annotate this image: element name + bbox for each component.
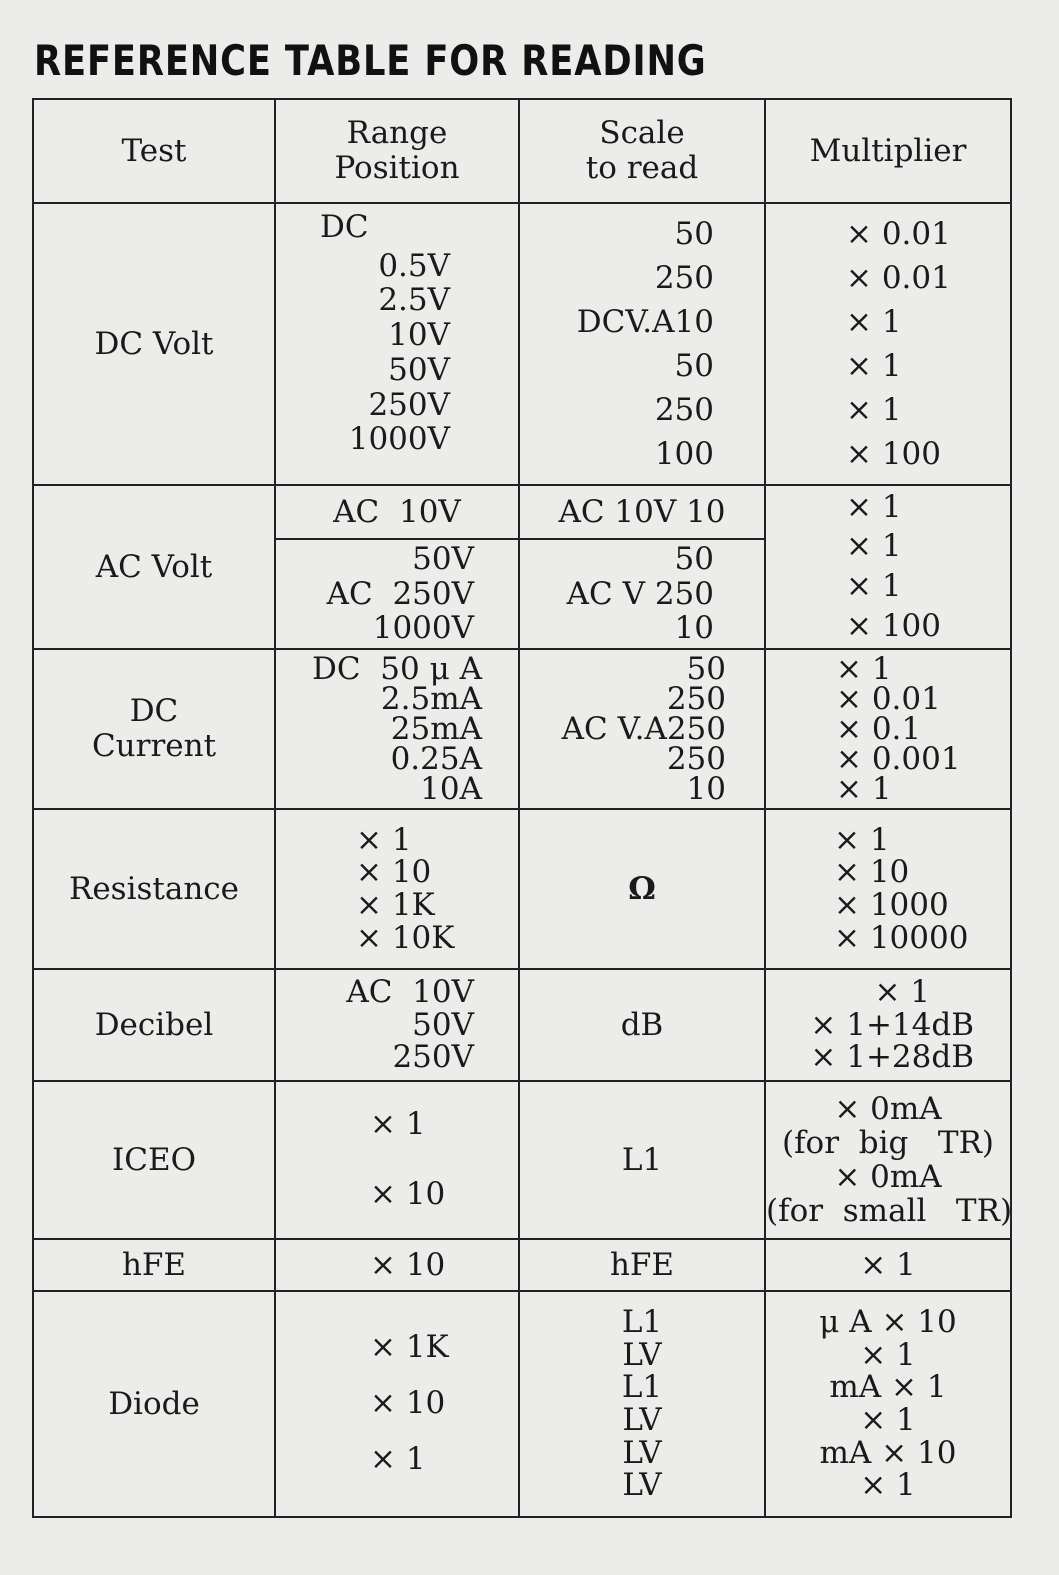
range-value: × 10 bbox=[370, 1176, 446, 1212]
test-diode: Diode bbox=[33, 1291, 275, 1517]
range-value: 50V bbox=[388, 351, 450, 388]
scale-dc-volt bbox=[519, 203, 765, 485]
scale-value: 250 bbox=[654, 259, 714, 296]
multiplier-note: (for small TR) bbox=[766, 1193, 1013, 1230]
multiplier-value: × 0.001 bbox=[836, 741, 961, 778]
table-row-resistance bbox=[33, 809, 1011, 969]
range-value: × 10 bbox=[370, 1385, 446, 1422]
range-value: 10A bbox=[420, 771, 482, 808]
multiplier-value: × 0.01 bbox=[846, 259, 951, 296]
range-value: AC 10V bbox=[346, 974, 474, 1011]
scale-value: 250 bbox=[666, 741, 726, 778]
multiplier-iceo bbox=[765, 1081, 1011, 1239]
range-dc-volt bbox=[275, 203, 519, 485]
range-value: 25mA bbox=[390, 710, 482, 747]
scale-value: 10 bbox=[674, 610, 714, 647]
multiplier-value: × 1 bbox=[860, 1467, 916, 1504]
table-row-iceo bbox=[33, 1081, 1011, 1239]
multiplier-value: × 1 bbox=[860, 1402, 916, 1438]
range-value: × 1K bbox=[370, 1329, 449, 1366]
scale-ac-volt bbox=[519, 539, 765, 649]
multiplier-value: × 100 bbox=[846, 607, 941, 644]
header-scale-to-read: Scale to read bbox=[519, 99, 765, 203]
multiplier-dc-current bbox=[765, 649, 1011, 809]
multiplier-dc-volt bbox=[765, 203, 1011, 485]
scale-value: DCV.A10 bbox=[576, 303, 714, 340]
scale-diode bbox=[519, 1291, 765, 1517]
multiplier-value: × 1 bbox=[846, 488, 902, 525]
multiplier-value: × 1000 bbox=[834, 887, 949, 923]
table-row-dc-volt bbox=[33, 203, 1011, 485]
header-multiplier: Multiplier bbox=[765, 99, 1011, 203]
multiplier-value: × 10 bbox=[834, 854, 910, 891]
multiplier-value: × 1 bbox=[836, 650, 892, 687]
range-value: 250V bbox=[368, 386, 450, 423]
multiplier-value: × 1 bbox=[846, 528, 902, 565]
range-value: × 10 bbox=[356, 854, 432, 891]
multiplier-value: μ A × 10 bbox=[819, 1304, 957, 1341]
range-value: 10V bbox=[388, 317, 450, 354]
multiplier-value: × 1 bbox=[846, 568, 902, 604]
range-value: × 10K bbox=[356, 919, 455, 956]
test-ac-volt: AC Volt bbox=[33, 485, 275, 649]
range-hfe: × 10 bbox=[275, 1239, 519, 1291]
scale-resistance: Ω bbox=[519, 809, 765, 969]
multiplier-value: × 0.01 bbox=[836, 680, 941, 717]
scale-value: LV bbox=[622, 1336, 662, 1373]
range-value: × 1 bbox=[356, 821, 412, 858]
table-row-hfe bbox=[33, 1239, 1011, 1291]
multiplier-value: × 0.1 bbox=[836, 710, 922, 747]
table-row-dc-current bbox=[33, 649, 1011, 809]
header-range-position: Range Position bbox=[275, 99, 519, 203]
multiplier-value: × 1+14dB bbox=[810, 1006, 974, 1043]
scale-value: 10 bbox=[686, 771, 726, 808]
scale-dc-current bbox=[519, 649, 765, 809]
scale-value: 50 bbox=[674, 540, 714, 577]
scale-value: 50 bbox=[674, 215, 714, 252]
range-value: × 1 bbox=[370, 1440, 426, 1477]
multiplier-value: × 0mA bbox=[834, 1159, 942, 1195]
test-decibel: Decibel bbox=[33, 969, 275, 1081]
test-iceo: ICEO bbox=[33, 1081, 275, 1239]
multiplier-value: × 1 bbox=[834, 821, 890, 858]
range-value: × 1 bbox=[370, 1106, 426, 1143]
multiplier-resistance bbox=[765, 809, 1011, 969]
range-value: 2.5mA bbox=[380, 680, 482, 717]
range-value: 50V bbox=[412, 1006, 474, 1043]
multiplier-ac-volt bbox=[765, 485, 1011, 649]
scale-iceo: L1 bbox=[519, 1081, 765, 1239]
range-value: 1000V bbox=[372, 610, 474, 647]
test-hfe: hFE bbox=[33, 1239, 275, 1291]
range-value: 1000V bbox=[348, 421, 450, 458]
multiplier-value: mA × 10 bbox=[819, 1434, 957, 1471]
multiplier-hfe: × 1 bbox=[765, 1239, 1011, 1291]
range-resistance bbox=[275, 809, 519, 969]
range-value: × 1K bbox=[356, 887, 435, 923]
scale-value: AC V 250 bbox=[566, 575, 714, 612]
table-row-ac-volt bbox=[33, 485, 1011, 539]
scale-ac-volt-top: AC 10V 10 bbox=[519, 485, 765, 539]
multiplier-note: (for big TR) bbox=[781, 1124, 995, 1161]
range-value: 0.25A bbox=[390, 741, 482, 778]
reference-table bbox=[32, 98, 1012, 1518]
range-ac-volt bbox=[275, 539, 519, 649]
multiplier-value: × 1 bbox=[836, 771, 892, 808]
scale-value: 50 bbox=[686, 650, 726, 687]
range-value: AC 250V bbox=[326, 575, 474, 612]
multiplier-value: × 1+28dB bbox=[810, 1039, 974, 1076]
header-test: Test bbox=[33, 99, 275, 203]
range-prefix: DC bbox=[320, 209, 369, 245]
scale-value: L1 bbox=[621, 1304, 663, 1341]
table-row-diode bbox=[33, 1291, 1011, 1517]
test-dc-current: DC Current bbox=[33, 649, 275, 809]
scale-value: L1 bbox=[621, 1369, 663, 1406]
range-iceo bbox=[275, 1081, 519, 1239]
scale-value: 250 bbox=[666, 680, 726, 717]
scale-value: AC V.A250 bbox=[561, 710, 726, 747]
scale-value: 50 bbox=[674, 348, 714, 384]
range-value: 50V bbox=[412, 540, 474, 577]
range-dc-current bbox=[275, 649, 519, 809]
range-value: 250V bbox=[392, 1039, 474, 1076]
scale-value: LV bbox=[622, 1434, 662, 1471]
multiplier-value: × 10000 bbox=[834, 919, 969, 956]
range-value: DC 50 μ A bbox=[312, 650, 482, 687]
scale-value: LV bbox=[622, 1467, 662, 1504]
scale-decibel: dB bbox=[519, 969, 765, 1081]
multiplier-decibel bbox=[765, 969, 1011, 1081]
multiplier-value: × 1 bbox=[860, 1336, 916, 1373]
multiplier-diode bbox=[765, 1291, 1011, 1517]
scale-value: 250 bbox=[654, 392, 714, 429]
multiplier-value: × 0.01 bbox=[846, 215, 951, 252]
multiplier-value: × 0mA bbox=[834, 1090, 942, 1127]
scale-value: LV bbox=[622, 1402, 662, 1438]
scale-value: 100 bbox=[654, 436, 714, 473]
test-dc-volt: DC Volt bbox=[33, 203, 275, 485]
scale-hfe: hFE bbox=[519, 1239, 765, 1291]
multiplier-value: × 1 bbox=[874, 974, 930, 1011]
header-row bbox=[33, 99, 1011, 203]
range-value: 2.5V bbox=[378, 282, 450, 319]
multiplier-value: × 1 bbox=[846, 348, 902, 384]
multiplier-value: mA × 1 bbox=[829, 1369, 947, 1406]
table-row-decibel bbox=[33, 969, 1011, 1081]
multiplier-value: × 1 bbox=[846, 303, 902, 340]
range-diode bbox=[275, 1291, 519, 1517]
range-value: 0.5V bbox=[378, 247, 450, 284]
test-resistance: Resistance bbox=[33, 809, 275, 969]
multiplier-value: × 1 bbox=[846, 392, 902, 429]
range-decibel bbox=[275, 969, 519, 1081]
multiplier-value: × 100 bbox=[846, 436, 941, 473]
range-ac-volt-top: AC 10V bbox=[275, 485, 519, 539]
page-title: REFERENCE TABLE FOR READING bbox=[34, 36, 707, 85]
